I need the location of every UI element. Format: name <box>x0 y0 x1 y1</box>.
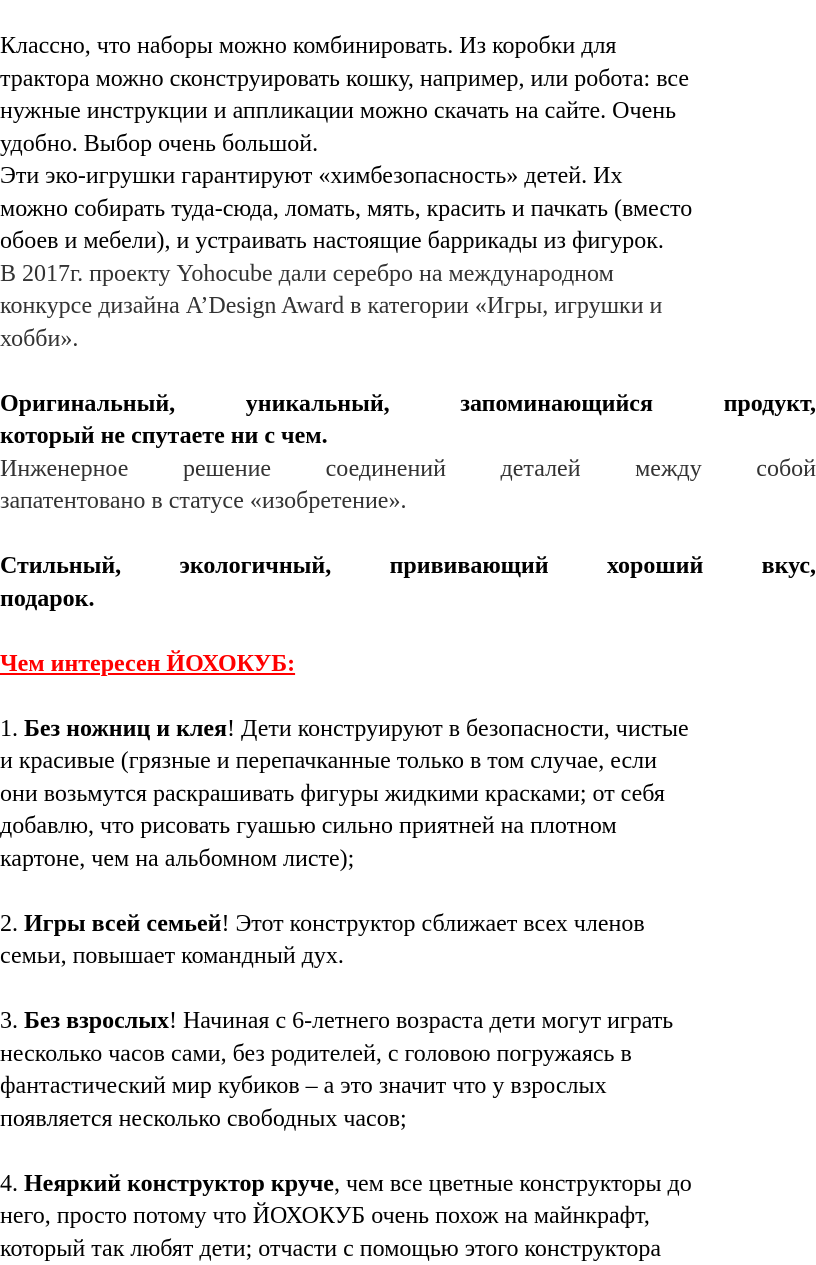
text-line: несколько часов сами, без родителей, с головою погружаясь в <box>0 1038 816 1071</box>
text-line: и красивые (грязные и перепачканные только в том случае, если <box>0 745 816 778</box>
text-line: Классно, что наборы можно комбинировать. Из коробки для <box>0 30 816 63</box>
list-item-first-line <box>0 713 816 746</box>
blank-line <box>0 973 816 1006</box>
document-page <box>0 30 816 1265</box>
text-line: картоне, чем на альбомном листе); <box>0 843 816 876</box>
blank-line <box>0 355 816 388</box>
section-heading <box>0 648 816 681</box>
list-item-text: ! Начиная с 6-летнего возраста дети могут играть <box>169 1008 673 1034</box>
text-line: подарок. <box>0 583 816 616</box>
text-line: они возьмутся раскрашивать фигуры жидкими красками; от себя <box>0 778 816 811</box>
bold-statement-original <box>0 388 816 453</box>
list-item-first-line <box>0 1168 816 1201</box>
text-line: трактора можно сконструировать кошку, например, или робота: все <box>0 63 816 96</box>
blank-line <box>0 615 816 648</box>
blank-line <box>0 875 816 908</box>
list-item <box>0 713 816 876</box>
paragraph-combining-sets <box>0 30 816 160</box>
paragraph-patent <box>0 453 816 518</box>
list-item-text: ! Этот конструктор сближает всех членов <box>221 911 644 937</box>
list-number: 2. <box>0 911 24 937</box>
heading-text: Чем интересен ЙОХОКУБ: <box>0 651 295 677</box>
list-number: 4. <box>0 1171 24 1197</box>
blank-line <box>0 1135 816 1168</box>
paragraph-award <box>0 258 816 356</box>
text-line: обоев и мебели), и устраивать настоящие баррикады из фигурок. <box>0 225 816 258</box>
list-item-title: Неяркий конструктор круче <box>24 1171 334 1197</box>
blank-line <box>0 680 816 713</box>
text-line: запатентовано в статусе «изобретение». <box>0 485 816 518</box>
list-item-title: Без ножниц и клея <box>24 716 227 742</box>
text-line: Инженерное решение соединений деталей между собой <box>0 453 816 486</box>
list-item-first-line <box>0 1005 816 1038</box>
list-item-title: Игры всей семьей <box>24 911 221 937</box>
list-item-text: , чем все цветные конструкторы до <box>334 1171 692 1197</box>
text-line: конкурсе дизайна A’Design Award в категории «Игры, игрушки и <box>0 290 816 323</box>
text-line: него, просто потому что ЙОХОКУБ очень похож на майнкрафт, <box>0 1200 816 1233</box>
list-item-first-line <box>0 908 816 941</box>
text-line: хобби». <box>0 323 816 356</box>
bold-statement-stylish <box>0 550 816 615</box>
text-line: Оригинальный, уникальный, запоминающийся продукт, <box>0 388 816 421</box>
text-line: Эти эко-игрушки гарантируют «химбезопасность» детей. Их <box>0 160 816 193</box>
list-item <box>0 908 816 973</box>
list-item <box>0 1168 816 1265</box>
text-line: который так любят дети; отчасти с помощью этого конструктора <box>0 1233 816 1265</box>
list-item-text: ! Дети конструируют в безопасности, чистые <box>227 716 689 742</box>
text-line: Стильный, экологичный, прививающий хороший вкус, <box>0 550 816 583</box>
text-line: В 2017г. проекту Yohocube дали серебро на международном <box>0 258 816 291</box>
text-line: появляется несколько свободных часов; <box>0 1103 816 1136</box>
list-item-title: Без взрослых <box>24 1008 169 1034</box>
text-line: который не спутаете ни с чем. <box>0 420 816 453</box>
list-item <box>0 1005 816 1135</box>
text-line: удобно. Выбор очень большой. <box>0 128 816 161</box>
list-number: 1. <box>0 716 24 742</box>
text-line: нужные инструкции и аппликации можно скачать на сайте. Очень <box>0 95 816 128</box>
list-number: 3. <box>0 1008 24 1034</box>
text-line: можно собирать туда-сюда, ломать, мять, красить и пачкать (вместо <box>0 193 816 226</box>
text-line: добавлю, что рисовать гуашью сильно приятней на плотном <box>0 810 816 843</box>
text-line: фантастический мир кубиков – а это значит что у взрослых <box>0 1070 816 1103</box>
blank-line <box>0 518 816 551</box>
text-line: семьи, повышает командный дух. <box>0 940 816 973</box>
paragraph-eco-toys <box>0 160 816 258</box>
